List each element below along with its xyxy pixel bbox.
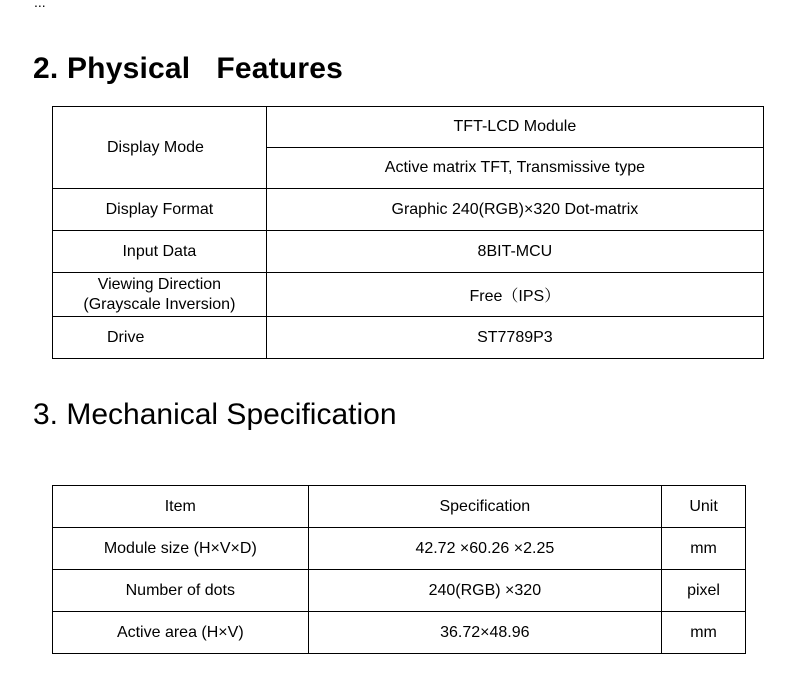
- module-size-unit: mm: [662, 528, 746, 570]
- active-area-unit: mm: [662, 612, 746, 654]
- top-text-fragment: ...: [34, 0, 46, 10]
- section-2-title-word1: Physical: [66, 52, 191, 85]
- section-3-heading: 3. Mechanical Specification: [33, 398, 397, 431]
- display-mode-value-1: TFT-LCD Module: [266, 107, 763, 148]
- active-area-spec: 36.72×48.96: [308, 612, 661, 654]
- table-row: [53, 528, 746, 570]
- viewing-direction-label: [53, 273, 267, 317]
- input-data-label: Input Data: [53, 231, 267, 273]
- display-mode-label: Display Mode: [53, 107, 267, 189]
- module-size-item: Module size (H×V×D): [53, 528, 309, 570]
- table-row: [53, 189, 764, 231]
- viewing-direction-line1: Viewing Direction: [97, 275, 222, 293]
- module-size-spec: 42.72 ×60.26 ×2.25: [308, 528, 661, 570]
- header-item: Item: [53, 486, 309, 528]
- drive-value: ST7789P3: [266, 317, 763, 359]
- section-2-number: 2.: [33, 52, 59, 85]
- display-mode-value-2: Active matrix TFT, Transmissive type: [266, 148, 763, 189]
- input-data-value: 8BIT-MCU: [266, 231, 763, 273]
- table-row: [53, 317, 764, 359]
- viewing-direction-line2: (Grayscale Inversion): [83, 295, 236, 313]
- section-2-heading: [33, 52, 343, 86]
- display-format-label: Display Format: [53, 189, 267, 231]
- table-header-row: [53, 486, 746, 528]
- number-of-dots-item: Number of dots: [53, 570, 309, 612]
- table-row: [53, 231, 764, 273]
- number-of-dots-unit: pixel: [662, 570, 746, 612]
- viewing-direction-value: Free（IPS）: [266, 273, 763, 317]
- physical-features-table: [52, 106, 764, 359]
- section-2-title-word2: Features: [216, 52, 343, 85]
- table-row: [53, 612, 746, 654]
- number-of-dots-spec: 240(RGB) ×320: [308, 570, 661, 612]
- mechanical-spec-table: [52, 485, 746, 654]
- table-row: [53, 570, 746, 612]
- table-row: [53, 107, 764, 148]
- table-row: [53, 273, 764, 317]
- drive-label: Drive: [53, 317, 267, 359]
- active-area-item: Active area (H×V): [53, 612, 309, 654]
- header-specification: Specification: [308, 486, 661, 528]
- header-unit: Unit: [662, 486, 746, 528]
- display-format-value: Graphic 240(RGB)×320 Dot-matrix: [266, 189, 763, 231]
